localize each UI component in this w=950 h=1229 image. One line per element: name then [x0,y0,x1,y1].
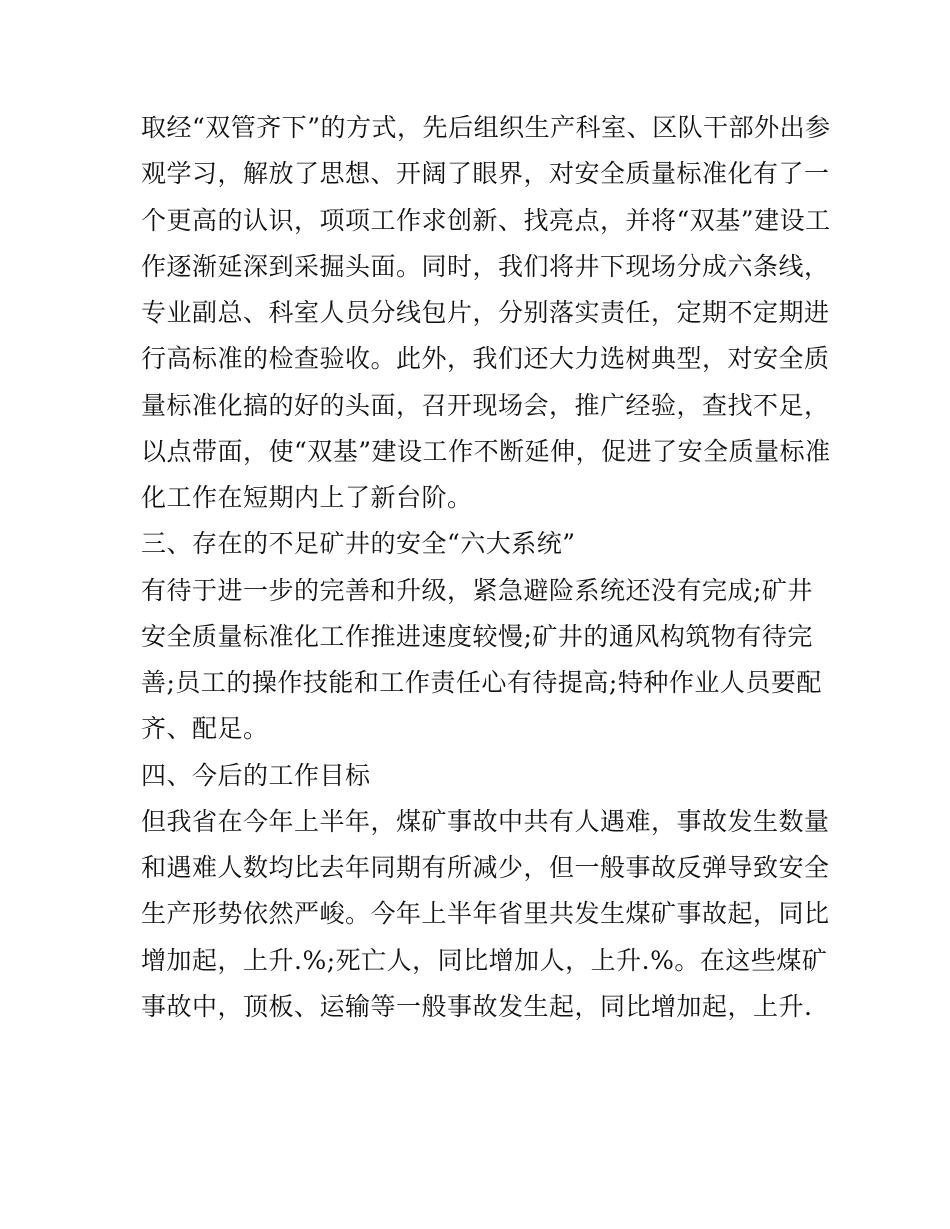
text-line: 行高标准的检查验收。此外，我们还大力选树典型，对安全质 [141,344,830,374]
text-line: 个更高的认识，项项工作求创新、找亮点，并将“双基”建设工 [141,205,831,235]
text-line: 安全质量标准化工作推进速度较慢;矿井的通风构筑物有待完 [141,621,813,651]
section-heading-future-goals: 四、今后的工作目标 [141,760,371,790]
body-text [141,108,831,1033]
text-line: 取经“双管齐下”的方式，先后组织生产科室、区队干部外出参 [141,113,831,142]
text-line: 善;员工的操作技能和工作责任心有待提高;特种作业人员要配 [141,668,822,697]
text-line: 化工作在短期内上了新台阶。 [141,483,473,512]
text-line: 事故中，顶板、运输等一般事故发生起，同比增加起，上升. [141,991,813,1021]
text-line: 生产形势依然严峻。今年上半年省里共发生煤矿事故起，同比 [141,899,830,929]
text-line: 但我省在今年上半年，煤矿事故中共有人遇难，事故发生数量 [141,806,830,836]
text-line: 作逐渐延深到采掘头面。同时，我们将井下现场分成六条线， [141,251,830,281]
text-line: 有待于进一步的完善和升级，紧急避险系统还没有完成;矿井 [141,575,813,605]
text-line: 增加起，上升.%;死亡人，同比增加人，上升.%。在这些煤矿 [141,945,828,975]
text-line: 以点带面，使“双基”建设工作不断延伸，促进了安全质量标准 [141,436,831,466]
text-line: 齐、配足。 [141,714,269,744]
text-line: 量标准化搞的好的头面，召开现场会，推广经验，查找不足， [141,390,830,420]
section-heading-deficiencies: 三、存在的不足矿井的安全“六大系统” [141,529,576,559]
text-line: 和遇难人数均比去年同期有所减少，但一般事故反弹导致安全 [141,853,830,882]
text-line: 专业副总、科室人员分线包片，分别落实责任，定期不定期进 [141,298,830,327]
text-line: 观学习，解放了思想、开阔了眼界，对安全质量标准化有了一 [141,159,830,189]
